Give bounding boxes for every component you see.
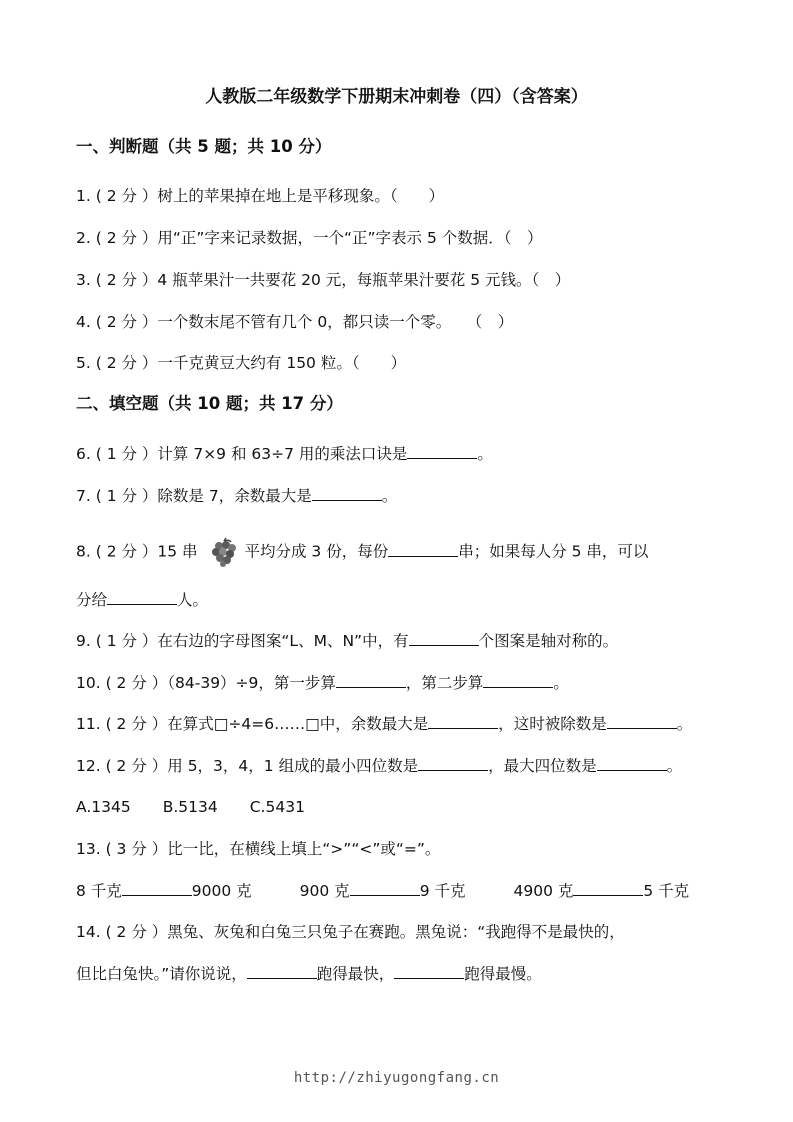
question-10: [76, 672, 733, 694]
compare-left: 8 千克: [76, 882, 122, 900]
question-12-options: [76, 796, 733, 818]
compare-right: 9 千克: [419, 882, 466, 900]
question-14: 14. ( 2 分 ）黑兔、灰兔和白兔三只兔子在赛跑。黑兔说：“我跑得不是最快的，: [76, 923, 625, 941]
question-6-end: 。: [477, 445, 493, 463]
compare-right: 5 千克: [643, 882, 690, 900]
question-8: [76, 537, 733, 567]
question-8-text-3: 串；如果每人分 5 串，可以: [458, 542, 649, 561]
answer-blank[interactable]: [388, 542, 458, 557]
section-heading-judgement: 一、判断题（共 5 题；共 10 分）: [76, 137, 332, 156]
answer-blank[interactable]: [247, 964, 317, 979]
answer-blank[interactable]: [607, 714, 677, 729]
question-8-text-2: 平均分成 3 份，每份: [244, 542, 389, 561]
question-11: [76, 713, 733, 735]
question-12: [76, 755, 733, 777]
question-10-text: 10. ( 2 分 ）（84-39）÷9，第一步算: [76, 674, 336, 692]
question-13: 13. ( 3 分 ）比一比，在横线上填上“>”“<”或“=”。: [76, 840, 441, 858]
answer-blank[interactable]: [394, 964, 464, 979]
question-9: [76, 630, 733, 652]
question-12-text-2: ，最大四位数是: [488, 757, 597, 775]
question-14-end: 跑得最慢。: [464, 965, 542, 983]
question-10-end: 。: [553, 674, 569, 692]
answer-blank[interactable]: [573, 881, 643, 896]
question-2: 2. ( 2 分 ）用“正”字来记录数据，一个“正”字表示 5 个数据．（ ）: [76, 229, 543, 247]
question-14-text-2: 但比白兔快。”请你说说，: [76, 965, 247, 983]
question-14-continued: [76, 963, 733, 985]
question-7-text: 7. ( 1 分 ）除数是 7，余数最大是: [76, 487, 312, 505]
answer-blank[interactable]: [312, 486, 382, 501]
question-11-text: 11. ( 2 分 ）在算式□÷4=6……□中，余数最大是: [76, 715, 429, 733]
question-12-text: 12. ( 2 分 ）用 5，3，4，1 组成的最小四位数是: [76, 757, 419, 775]
question-6-text: 6. ( 1 分 ）计算 7×9 和 63÷7 用的乘法口诀是: [76, 445, 408, 463]
question-7-end: 。: [381, 487, 398, 505]
question-12-end: 。: [666, 757, 683, 775]
answer-blank[interactable]: [107, 590, 177, 605]
question-11-text-2: ，这时被除数是: [498, 715, 607, 733]
question-9-end: 个图案是轴对称的。: [478, 632, 619, 650]
option-b[interactable]: B.5134: [162, 798, 218, 816]
compare-left: 4900 克: [513, 882, 574, 900]
question-8-text: 8. ( 2 分 ）15 串: [76, 542, 198, 561]
grape-bunch-icon: [209, 537, 239, 567]
compare-right: 9000 克: [191, 882, 252, 900]
option-c[interactable]: C.5431: [249, 798, 305, 816]
answer-blank[interactable]: [483, 673, 553, 688]
question-1: 1. ( 2 分 ）树上的苹果掉在地上是平移现象。（ ）: [76, 187, 445, 205]
section-heading-fill-blank: 二、填空题（共 10 题；共 17 分）: [76, 394, 343, 413]
answer-blank[interactable]: [597, 756, 667, 771]
question-8-text-4: 分给: [76, 591, 108, 609]
question-11-end: 。: [676, 715, 693, 733]
answer-blank[interactable]: [409, 631, 479, 646]
answer-blank[interactable]: [122, 881, 192, 896]
question-3: 3. ( 2 分 ）4 瓶苹果汁一共要花 20 元，每瓶苹果汁要花 5 元钱。（ ）: [76, 271, 571, 289]
footer-url[interactable]: http://zhiyugongfang.cn: [293, 1070, 500, 1086]
question-10-text-2: ，第二步算: [405, 674, 484, 692]
answer-blank[interactable]: [336, 673, 406, 688]
question-5: 5. ( 2 分 ）一千克黄豆大约有 150 粒。（ ）: [76, 354, 407, 372]
question-6: [76, 443, 733, 465]
question-4: 4. ( 2 分 ）一个数末尾不管有几个 0，都只读一个零。 （ ）: [76, 313, 514, 331]
question-14-text-3: 跑得最快，: [316, 965, 395, 983]
compare-left: 900 克: [299, 882, 350, 900]
page-title: 人教版二年级数学下册期末冲刺卷（四）（含答案）: [205, 87, 588, 107]
question-7: [76, 485, 733, 507]
question-8-continued: [76, 589, 733, 611]
answer-blank[interactable]: [418, 756, 488, 771]
question-8-end: 人。: [177, 591, 209, 609]
question-13-items: [76, 880, 733, 902]
answer-blank[interactable]: [428, 714, 498, 729]
question-9-text: 9. ( 1 分 ）在右边的字母图案“L、M、N”中，有: [76, 632, 409, 650]
answer-blank[interactable]: [350, 881, 420, 896]
answer-blank[interactable]: [407, 444, 477, 459]
option-a[interactable]: A.1345: [76, 798, 131, 816]
